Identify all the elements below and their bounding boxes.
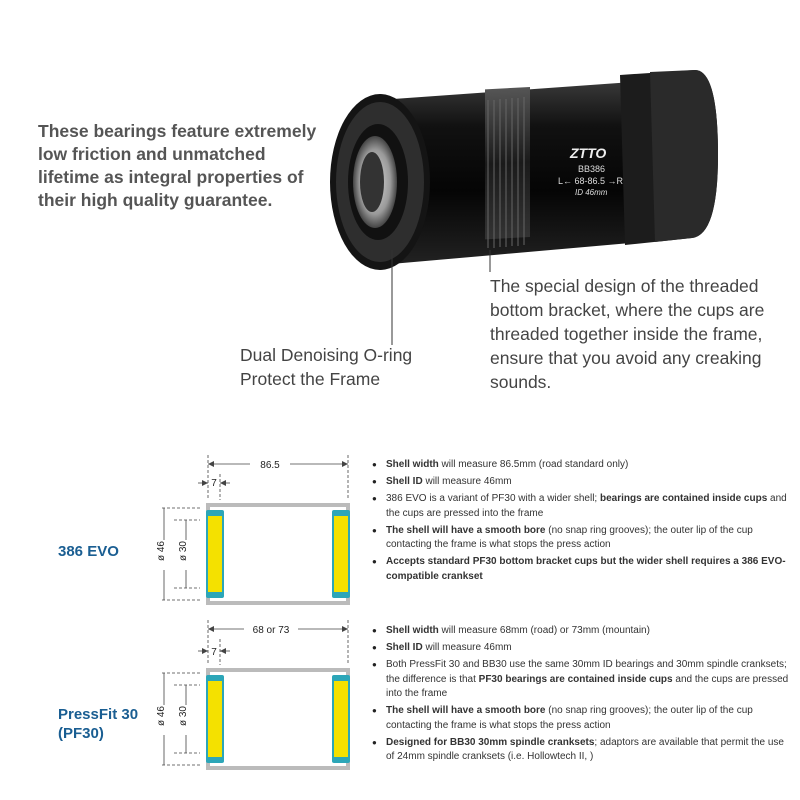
dim-seven-label: 7 (211, 647, 217, 658)
model-mark: BB386 (578, 164, 606, 174)
id-mark: ID 46mm (575, 188, 608, 197)
dim-outer-label: ø 46 (156, 540, 167, 562)
dim-inner-label: ø 30 (178, 705, 189, 727)
bullet-item: ● Shell ID will measure 46mm (370, 475, 790, 490)
bottom-bracket-image (320, 60, 720, 310)
dim-width-label: 68 or 73 (252, 625, 290, 636)
section-label-pf30: PressFit 30 (PF30) (58, 706, 139, 742)
section-label-386-evo: 386 EVO (58, 543, 119, 560)
intro-text: These bearings feature extremely low friction and unmatched lifetime as integral properties of their high quality guarantee. (38, 121, 317, 210)
diagram-386-evo (150, 450, 360, 610)
dim-width-label: 86.5 (260, 460, 280, 471)
threaded-design-callout: The special design of the threaded bottom bracket, where the cups are threaded together inside the frame, ensure that you avoid any creaking sounds. (490, 276, 765, 392)
bullet-item: ● Designed for BB30 30mm spindle cranksets; adaptors are available that permit the use of 24mm spindle cranksets (i.e. Hollowtech II, ) (370, 736, 790, 765)
diagram-pf30 (150, 615, 360, 775)
bullet-item: ● Shell width will measure 86.5mm (road standard only) (370, 458, 790, 473)
bullet-list-pf30 (370, 624, 790, 767)
dim-seven-label: 7 (211, 478, 217, 489)
bullet-list-386-evo (370, 458, 790, 587)
bullet-item: ● Shell width will measure 68mm (road) or 73mm (mountain) (370, 624, 790, 639)
bullet-item: ● Accepts standard PF30 bottom bracket cups but the wider shell requires a 386 EVO-compatible crankset (370, 555, 790, 584)
bullet-item: ● The shell will have a smooth bore (no snap ring grooves); the outer lip of the cup contacting the frame is what stops the press action (370, 704, 790, 733)
bullet-item: ● 386 EVO is a variant of PF30 with a wider shell; bearings are contained inside cups and the cups are pressed into the frame (370, 492, 790, 521)
bullet-item: ● The shell will have a smooth bore (no snap ring grooves); the outer lip of the cup contacting the frame is what stops the press action (370, 524, 790, 553)
oring-callout: Dual Denoising O-ring Protect the Frame (240, 345, 413, 389)
size-range-mark: L← 68-86.5 →R (558, 176, 624, 186)
dim-inner-label: ø 30 (178, 540, 189, 562)
dim-outer-label: ø 46 (156, 705, 167, 727)
bullet-item: ● Shell ID will measure 46mm (370, 641, 790, 656)
brand-mark: ZTTO (570, 145, 607, 161)
bullet-item: ● Both PressFit 30 and BB30 use the same 30mm ID bearings and 30mm spindle cranksets; the difference is that PF30 bearings are contained inside cups and the cups are pressed into the frame (370, 658, 790, 702)
